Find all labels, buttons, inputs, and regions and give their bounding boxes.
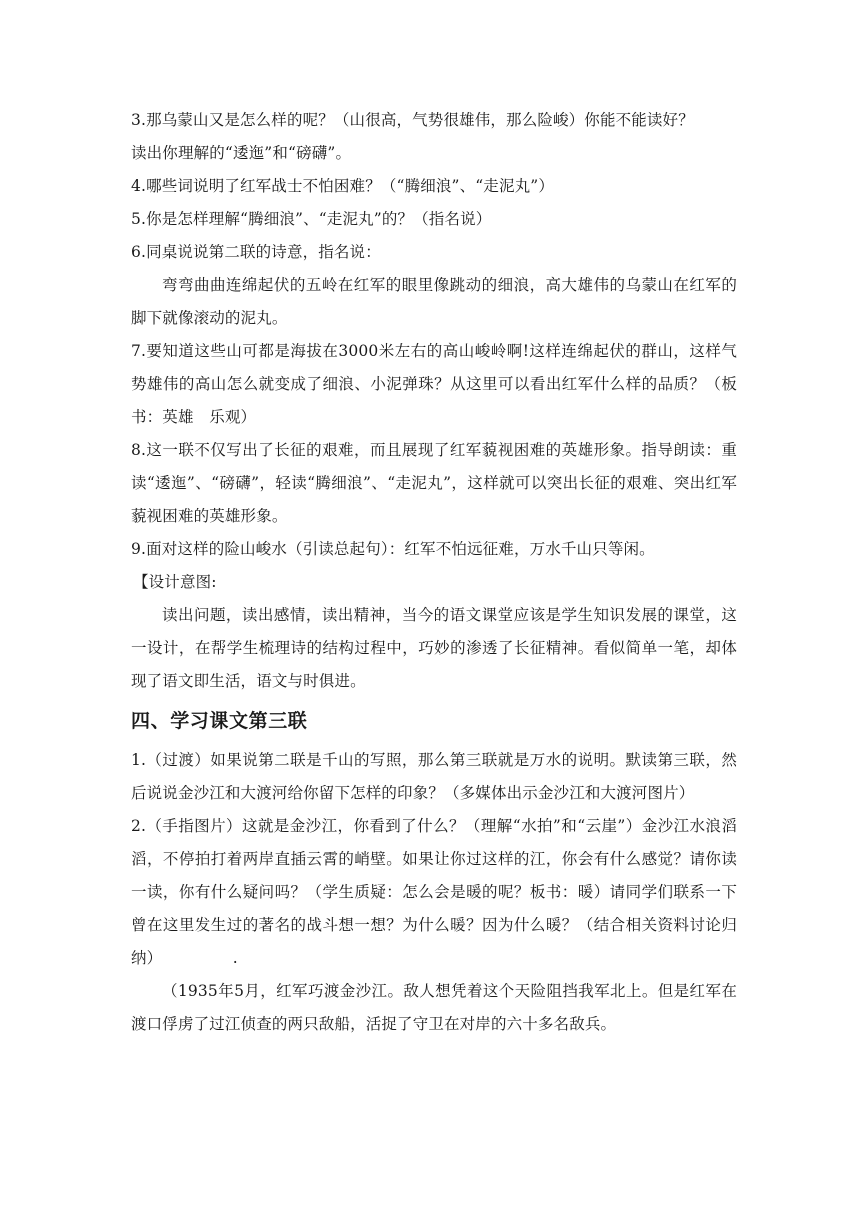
section4-paragraph-2: 2.（手指图片）这就是金沙江，你看到了什么？（理解“水拍”和“云崖”）金沙江水浪滔滔，不停拍打着两岸直插云霄的峭壁。如果让你过这样的江，你会有什么感觉？请你读一读，你有什么疑问吗？（学生质疑：怎么会是暖的呢？板书：暖）请同学们联系一下曾在这里发生过的著名的战斗想一想？为什么暖？因为什么暖？（结合相关资料讨论归纳） .	[131, 817, 737, 967]
design-intent-label: 【设计意图:	[133, 573, 217, 591]
document-body	[131, 104, 737, 1041]
section-heading: 四、学习课文第三联	[131, 710, 308, 732]
paragraph-item-3a: 3.那乌蒙山又是怎么样的呢？（山很高，气势很雄伟，那么险峻）你能不能读好？	[131, 111, 694, 129]
paragraph-item-9: 9.面对这样的险山峻水（引读总起句）：红军不怕远征难，万水千山只等闲。	[131, 540, 655, 558]
paragraph-item-4: 4.哪些词说明了红军战士不怕困难？（“腾细浪”、“走泥丸”）	[131, 177, 554, 195]
paragraph-item-7: 7.要知道这些山可都是海拔在3000米左右的高山峻岭啊!这样连绵起伏的群山，这样气势雄伟的高山怎么就变成了细浪、小泥弹珠？从这里可以看出红军什么样的品质？（板书：英雄 乐观）	[131, 342, 737, 426]
paragraph-item-6: 6.同桌说说第二联的诗意，指名说：	[131, 243, 381, 261]
paragraph-item-8: 8.这一联不仅写出了长征的艰难，而且展现了红军藐视困难的英雄形象。指导朗读：重读“逶迤”、“磅礴”，轻读“腾细浪”、“走泥丸”，这样就可以突出长征的艰难、突出红军藐视困难的英雄形象。	[131, 441, 737, 525]
poem-meaning-paragraph: 弯弯曲曲连绵起伏的五岭在红军的眼里像跳动的细浪，高大雄伟的乌蒙山在红军的脚下就像滚动的泥丸。	[131, 276, 737, 327]
design-intent-text: 读出问题，读出感情，读出精神，当今的语文课堂应该是学生知识发展的课堂，这一设计，在帮学生梳理诗的结构过程中，巧妙的渗透了长征精神。看似简单一笔，却体现了语文即生活，语文与时俱进。	[131, 606, 737, 690]
section4-paragraph-1: 1.（过渡）如果说第二联是千山的写照，那么第三联就是万水的说明。默读第三联，然后说说金沙江和大渡河给你留下怎样的印象？（多媒体出示金沙江和大渡河图片）	[131, 751, 737, 802]
paragraph-item-3b: 读出你理解的“逶迤”和“磅礴”。	[131, 144, 352, 162]
section4-paragraph-3: （1935年5月，红军巧渡金沙江。敌人想凭着这个天险阻挡我军北上。但是红军在渡口俘虏了过江侦查的两只敌船，活捉了守卫在对岸的六十多名敌兵。	[131, 982, 737, 1033]
paragraph-item-5: 5.你是怎样理解“腾细浪”、“走泥丸”的？（指名说）	[131, 210, 492, 228]
